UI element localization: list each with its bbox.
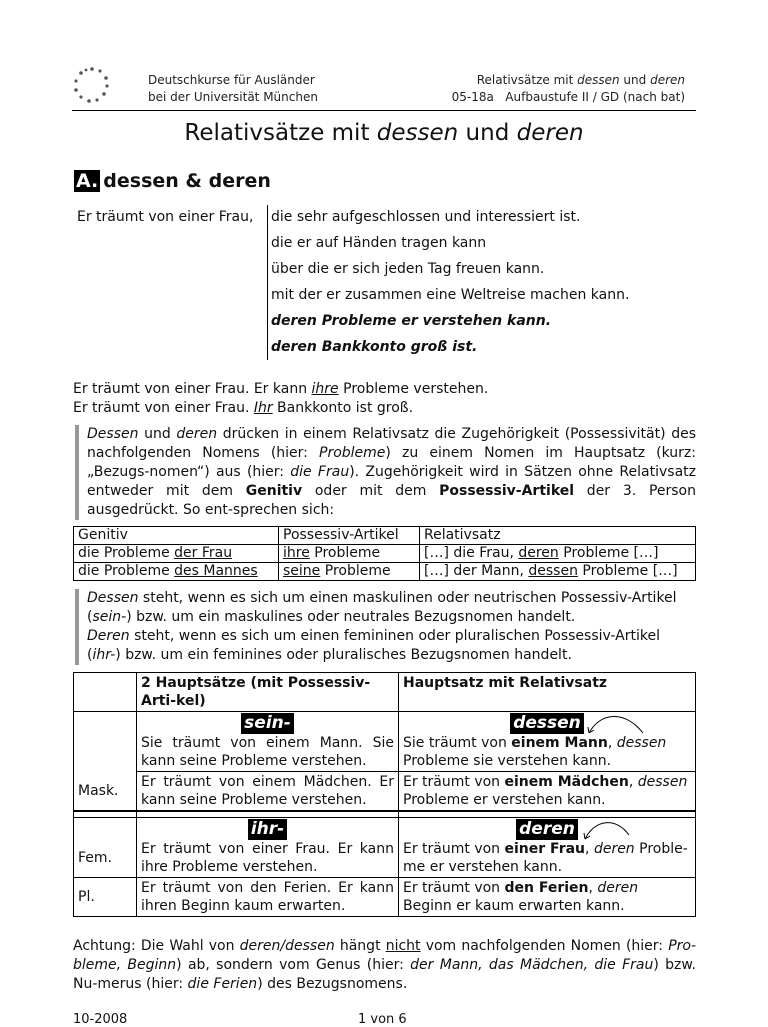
relative-pronoun-tag: deren: [516, 819, 578, 840]
header-rule: [72, 110, 696, 111]
reference-arrow-icon: [581, 815, 641, 843]
table-row: Pl. Er träumt von den Ferien. Er kann ihren Beginn kaum erwarten. Er träumt von den Ferien, deren Beginn er kaum erwarten kann.: [74, 877, 696, 916]
comparison-table: [73, 672, 696, 917]
table-row: Fem. ihr- Er träumt von einer Frau. Er kann ihre Probleme verstehen. deren Er träumt von einer Frau, deren Proble-me er verstehen kann.: [74, 817, 696, 877]
table-header-cell: Relativsatz: [420, 527, 696, 545]
example-main-clause: Er träumt von einer Frau,: [77, 209, 254, 225]
table-row: Er träumt von einem Mädchen. Er kann seine Probleme verstehen. Er träumt von einem Mädchen, dessen Probleme er verstehen kann.: [74, 772, 696, 812]
header-topic: Relativsätze mit dessen und deren 05-18a Aufbaustufe II / GD (nach bat): [451, 73, 685, 104]
clause-line: deren Probleme er verstehen kann.: [271, 313, 552, 329]
clause-line: die sehr aufgeschlossen und interessiert ist.: [271, 209, 581, 225]
possessive-tag: ihr-: [248, 819, 287, 840]
footer-page-number: 1 von 6: [358, 1012, 407, 1027]
example-sentences: Er träumt von einer Frau. Er kann ihre Probleme verstehen. Er träumt von einer Frau. Ihr Bankkonto ist groß.: [73, 381, 489, 416]
table-header-cell: Hauptsatz mit Relativsatz: [399, 673, 696, 712]
table-row: die Probleme des Mannes seine Probleme […] der Mann, dessen Probleme […]: [74, 563, 696, 581]
university-logo-icon: [72, 66, 112, 104]
possessive-tag: sein-: [241, 713, 294, 734]
usage-note: Dessen steht, wenn es sich um einen maskulinen oder neutrischen Possessiv-Artikel (sein-) bzw. um ein maskulines oder neutrales Bezugsnomen handelt. Deren steht, wenn es sich um einen femininen oder pluralischen Possessiv-Artikel (ihr-) bzw. um ein feminines oder pluralisches Bezugsnomen handelt.: [75, 589, 696, 665]
footer-date: 10-2008: [73, 1012, 128, 1027]
table-header-cell: 2 Hauptsätze (mit Possessiv-Arti-kel): [137, 673, 399, 712]
header-institution: Deutschkurse für Ausländer bei der Universität München: [148, 73, 318, 104]
clause-line: deren Bankkonto groß ist.: [271, 339, 478, 355]
section-a-heading: A. dessen & deren: [76, 170, 271, 192]
example-relative-clauses: [271, 204, 629, 360]
explanation-note: Dessen und deren drücken in einem Relativsatz die Zugehörigkeit (Possessivität) des nachfolgenden Nomens (hier: Probleme) zu einem Nomen im Hauptsatz (kurz: „Bezugs-nomen“) aus (hier: die Frau). Zugehörigkeit wird in Sätzen ohne Relativsatz entweder mit dem Genitiv oder mit dem Possessiv-Artikel der 3. Person ausgedrückt. So ent-sprechen sich:: [75, 425, 696, 520]
reference-arrow-icon: [581, 709, 651, 737]
table-row: Mask. sein- Sie träumt von einem Mann. Sie kann seine Probleme verstehen. dessen Sie träumt von einem Mann, dessen Probleme sie verstehen kann.: [74, 712, 696, 772]
relative-pronoun-tag: dessen: [510, 713, 584, 734]
table-row: die Probleme der Frau ihre Probleme […] die Frau, deren Probleme […]: [74, 545, 696, 563]
correspondence-table: [73, 526, 696, 581]
table-header-cell: Genitiv: [74, 527, 279, 545]
attention-note: Achtung: Die Wahl von deren/dessen hängt nicht vom nachfolgenden Nomen (hier: Pro-bleme, Beginn) ab, sondern vom Genus (hier: der Mann, das Mädchen, die Frau) bzw. Nu-merus (hier: die Ferien) des Bezugsnomens.: [73, 938, 697, 992]
page-title: Relativsätze mit dessen und deren: [184, 120, 584, 146]
clause-line: über die er sich jeden Tag freuen kann.: [271, 261, 545, 277]
clause-line: die er auf Händen tragen kann: [271, 235, 487, 251]
example-divider: [267, 205, 268, 360]
table-header-cell: Possessiv-Artikel: [279, 527, 420, 545]
clause-line: mit der er zusammen eine Weltreise machen kann.: [271, 287, 630, 303]
